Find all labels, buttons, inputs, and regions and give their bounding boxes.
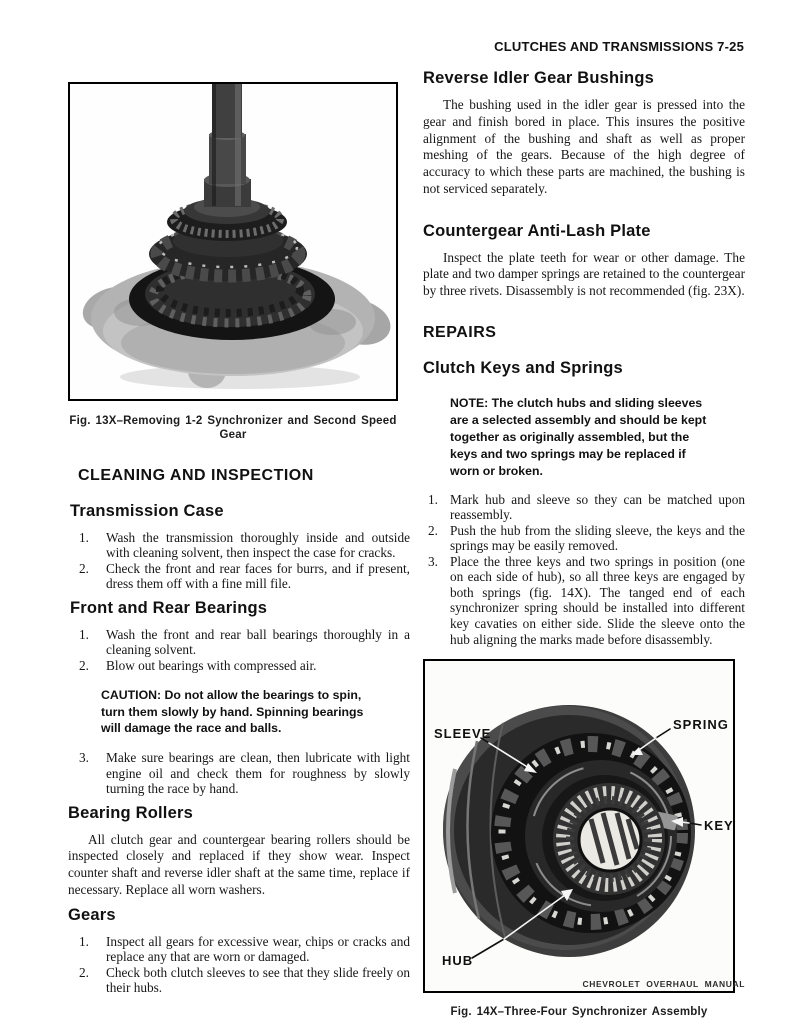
figure-13x-caption: Fig. 13X–Removing 1-2 Synchronizer and Second Speed Gear: [69, 415, 397, 441]
countergear-paragraph: Inspect the plate teeth for wear or other damage. The plate and two damper springs are retained to the countergear by three rivets. Disassembly is not recommended (fig. 23X).: [423, 249, 745, 298]
label-hub: HUB: [442, 953, 474, 969]
list-item: [423, 523, 745, 554]
figure-14x-caption: Fig. 14X–Three-Four Synchronizer Assembly: [450, 1006, 708, 1019]
list-item-text: Mark hub and sleeve so they can be matched upon reassembly.: [450, 491, 745, 523]
transmission-case-list: [68, 530, 410, 592]
left-column: [68, 82, 410, 996]
list-item-number: 2.: [79, 560, 89, 576]
front-rear-bearings-list: [68, 627, 410, 674]
list-item-number: 1.: [79, 933, 89, 949]
list-item-text: Inspect all gears for excessive wear, chips or cracks and replace any that are worn or damaged.: [106, 933, 410, 965]
list-item-number: 2.: [79, 657, 89, 673]
list-item: [68, 561, 410, 592]
figure-13x-photo: [68, 82, 398, 401]
section-heading-repairs: REPAIRS: [423, 323, 497, 341]
caution-note: CAUTION: Do not allow the bearings to spin, turn them slowly by hand. Spinning bearings will damage the race and balls.: [101, 688, 364, 735]
heading-front-rear-bearings: Front and Rear Bearings: [70, 598, 268, 617]
synchronizer-assembly-illustration: [425, 661, 733, 991]
section-heading-cleaning-inspection: CLEANING AND INSPECTION: [78, 466, 314, 484]
list-item-number: 1.: [428, 491, 438, 507]
heading-reverse-idler: Reverse Idler Gear Bushings: [423, 69, 654, 87]
figure-14x-photo: [423, 659, 735, 993]
list-item-text: Place the three keys and two springs in position (one on each side of hub), so all three keys are engaged by both springs (fig. 14X). The tanged end of each synchronizer spring should be installed into different key cavaties on either side. Slide the sleeve onto the hub aligning the marks made before disassembly.: [450, 553, 745, 647]
list-item-number: 3.: [79, 750, 89, 766]
bearings-item3: [68, 750, 410, 797]
heading-bearing-rollers: Bearing Rollers: [68, 803, 193, 822]
label-sleeve: SLEEVE: [434, 726, 492, 742]
note-block: NOTE: The clutch hubs and sliding sleeves are a selected assembly and should be kept together as originally assembled, but the keys and two springs may be replaced if worn or broken.: [450, 395, 707, 478]
list-item-text: Make sure bearings are clean, then lubricate with light engine oil and check them for roughness by slowly turning the race by hand.: [106, 750, 410, 797]
heading-countergear: Countergear Anti-Lash Plate: [423, 221, 651, 240]
list-item-text: Wash the transmission thoroughly inside and outside with cleaning solvent, then inspect the case for cracks.: [106, 529, 410, 561]
list-item: [68, 965, 410, 996]
gears-list: [68, 934, 410, 996]
list-item-text: Check both clutch sleeves to see that they slide freely on their hubs.: [106, 964, 410, 996]
list-item: [68, 750, 410, 797]
right-column: [423, 69, 745, 1020]
list-item: [423, 554, 745, 647]
heading-transmission-case: Transmission Case: [70, 501, 224, 520]
bearing-rollers-paragraph: All clutch gear and countergear bearing rollers should be inspected closely and replaced if they show wear. Inspect counter shaft and reverse idler shaft at the same time, replace if necessary. Replace all worn washers.: [68, 831, 410, 897]
list-item: [68, 934, 410, 965]
list-item: [68, 530, 410, 561]
list-item-number: 1.: [79, 529, 89, 545]
clutch-keys-list: [423, 492, 745, 647]
list-item: [423, 492, 745, 523]
list-item: [68, 627, 410, 658]
heading-gears: Gears: [68, 905, 116, 924]
list-item-text: Blow out bearings with compressed air.: [106, 657, 317, 673]
heading-clutch-keys-springs: Clutch Keys and Springs: [423, 358, 623, 377]
list-item-text: Push the hub from the sliding sleeve, the keys and the springs may be easily removed.: [450, 522, 745, 554]
page-header: CLUTCHES AND TRANSMISSIONS 7-25: [494, 39, 744, 54]
synchronizer-press-photo-illustration: [70, 84, 396, 399]
list-item-number: 3.: [428, 553, 438, 569]
list-item-text: Wash the front and rear ball bearings thoroughly in a cleaning solvent.: [106, 626, 410, 658]
reverse-idler-paragraph: The bushing used in the idler gear is pressed into the gear and finish bored in place. This insures the positive alignment of the bushing and shaft as well as proper meshing of the gears. Because of the high degree of accuracy to which these parts are machined, the bushing is not serviced separately.: [423, 97, 745, 196]
list-item-number: 2.: [428, 522, 438, 538]
list-item-number: 2.: [79, 964, 89, 980]
label-spring: SPRING: [673, 717, 729, 733]
list-item-number: 1.: [79, 626, 89, 642]
list-item-text: Check the front and rear faces for burrs, and if present, dress them off with a fine mill file.: [106, 560, 410, 592]
list-item: [68, 658, 410, 674]
label-key: KEY: [704, 818, 733, 834]
page-footer: CHEVROLET OVERHAUL MANUAL: [582, 979, 745, 989]
